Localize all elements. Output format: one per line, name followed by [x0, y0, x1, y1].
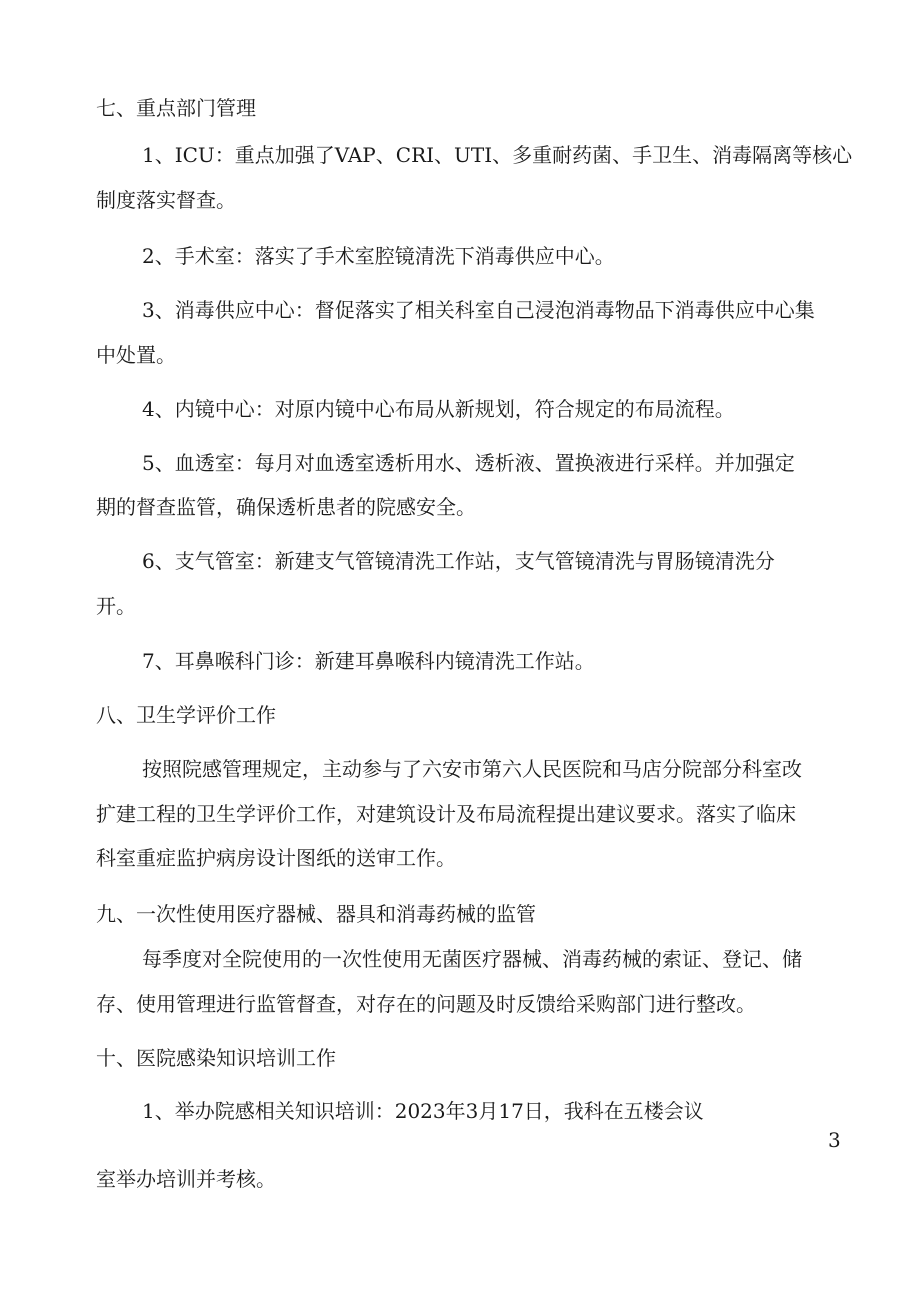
paragraph-line: 按照院感管理规定，主动参与了六安市第六人民医院和马店分院部分科室改 — [142, 757, 802, 781]
paragraph-line: 存、使用管理进行监管督查，对存在的问题及时反馈给采购部门进行整改。 — [96, 992, 756, 1016]
paragraph-line: 5、血透室：每月对血透室透析用水、透析液、置换液进行采样。并加强定 — [142, 451, 795, 475]
paragraph-line: 2、手术室：落实了手术室腔镜清洗下消毒供应中心。 — [142, 244, 615, 268]
paragraph-line: 扩建工程的卫生学评价工作，对建筑设计及布局流程提出建议要求。落实了临床 — [96, 802, 796, 826]
paragraph-line: 科室重症监护病房设计图纸的送审工作。 — [96, 846, 456, 870]
section-heading-7: 七、重点部门管理 — [96, 96, 256, 120]
paragraph-line: 中处置。 — [96, 343, 176, 367]
paragraph-line: 7、耳鼻喉科门诊：新建耳鼻喉科内镜清洗工作站。 — [142, 649, 595, 673]
paragraph-line: 开。 — [96, 594, 136, 618]
paragraph-line: 4、内镜中心：对原内镜中心布局从新规划，符合规定的布局流程。 — [142, 397, 735, 421]
section-heading-8: 八、卫生学评价工作 — [96, 703, 276, 727]
section-heading-9: 九、一次性使用医疗器械、器具和消毒药械的监管 — [96, 902, 536, 926]
section-heading-10: 十、医院感染知识培训工作 — [96, 1046, 336, 1070]
paragraph-line: 每季度对全院使用的一次性使用无菌医疗器械、消毒药械的索证、登记、储 — [142, 947, 802, 971]
page-number: 3 — [828, 1128, 841, 1152]
paragraph-line: 1、举办院感相关知识培训：2023年3月17日，我科在五楼会议 — [142, 1099, 704, 1123]
paragraph-line: 6、支气管室：新建支气管镜清洗工作站，支气管镜清洗与胃肠镜清洗分 — [142, 549, 775, 573]
paragraph-line: 期的督查监管，确保透析患者的院感安全。 — [96, 495, 476, 519]
paragraph-line: 1、ICU：重点加强了VAP、CRI、UTI、多重耐药菌、手卫生、消毒隔离等核心 — [142, 143, 853, 167]
paragraph-line: 室举办培训并考核。 — [96, 1167, 276, 1191]
paragraph-line: 3、消毒供应中心：督促落实了相关科室自己浸泡消毒物品下消毒供应中心集 — [142, 298, 815, 322]
paragraph-line: 制度落实督查。 — [96, 188, 236, 212]
